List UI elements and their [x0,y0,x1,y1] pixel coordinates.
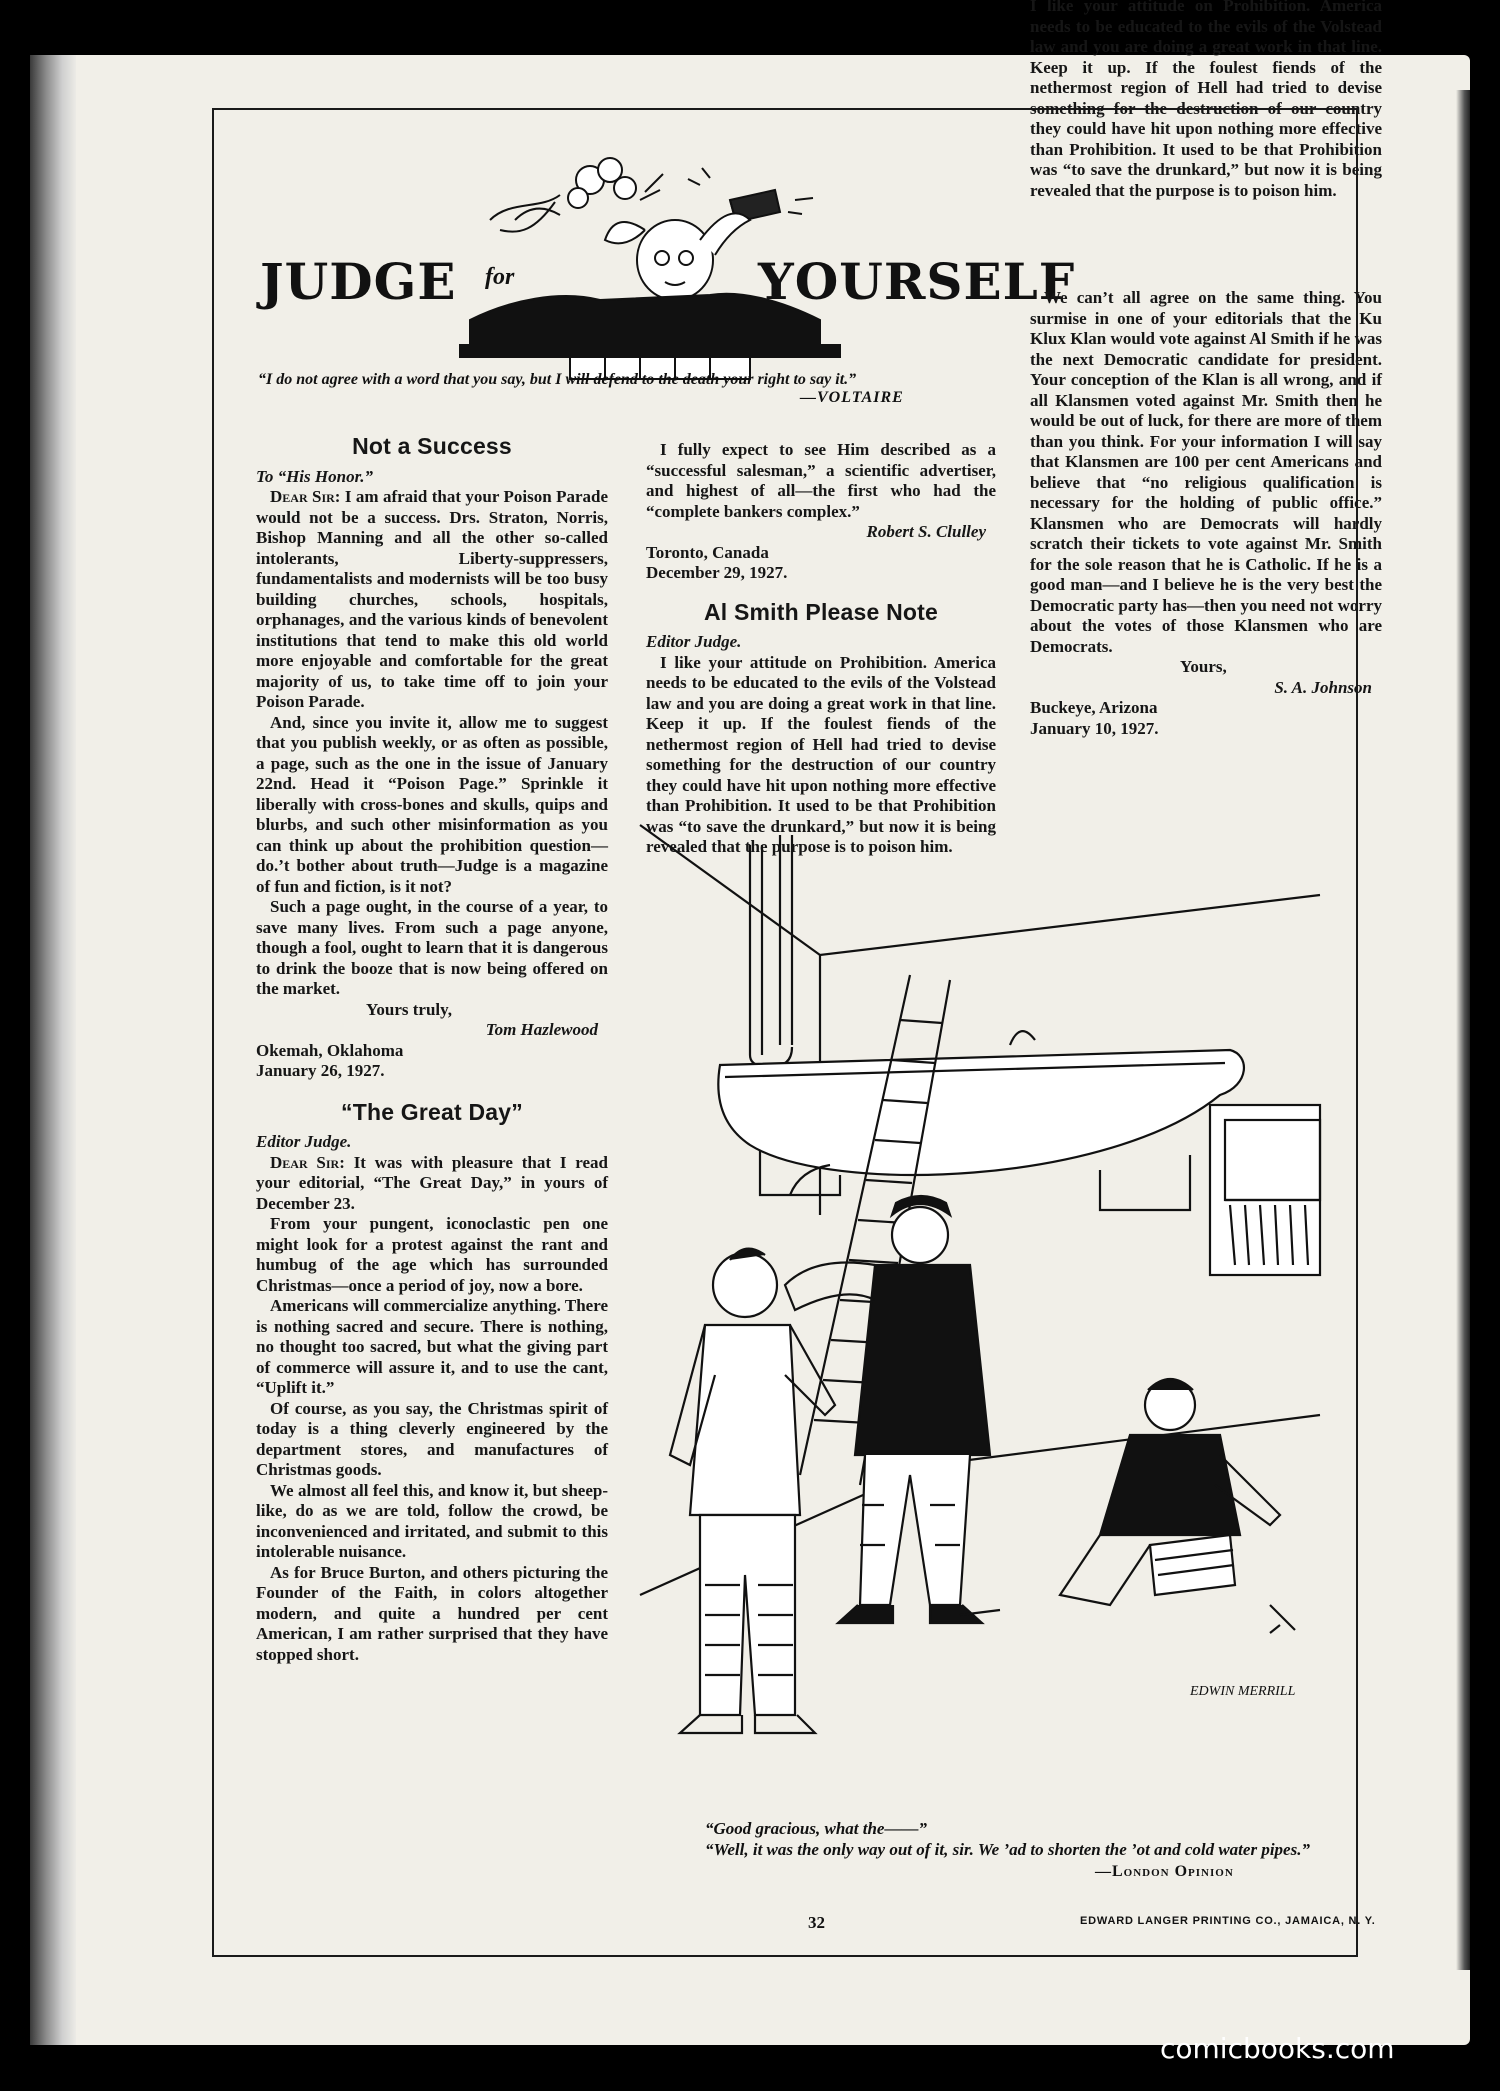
continued-text-window [1030,0,1382,288]
letter-closing: Yours truly, [366,999,452,1019]
letter-paragraph: Such a page ought, in the course of a year, to save many lives. From such a page anyone, though a fool, ought to learn that it is dangerous to drink the booze that is now being offered on the market. [256,897,608,998]
epigraph-quote: “I do not agree with a word that you say, but I will defend to the death your right to say it.” [258,371,857,388]
letter-signature: Robert S. Clulley [866,522,986,541]
masthead-yourself: YOURSELF [758,252,1076,311]
printer-credit: EDWARD LANGER PRINTING CO., JAMAICA, N. Y. [1080,1915,1376,1927]
letter-addressee: Editor Judge. [646,632,742,651]
epigraph-attribution: —VOLTAIRE [800,389,904,406]
cartoon-caption [705,1818,1325,1860]
letter-paragraph: It was with pleasure that I read your editorial, “The Great Day,” in yours of December 23. [256,1152,608,1213]
salutation: Dear Sir: [270,487,341,506]
letter-date: December 29, 1927. [646,563,788,582]
letter-signature: S. A. Johnson [1274,677,1372,697]
column-middle [646,440,996,856]
page-number: 32 [808,1913,825,1932]
letter-place: Buckeye, Arizona [1030,698,1158,717]
letter-date: January 10, 1927. [1030,718,1159,738]
letter-heading: “The Great Day” [341,1098,523,1125]
letter-paragraph: Americans will commercialize anything. There is nothing sacred and secure. There is nothing, no thought too sacred, but what the giving part of commerce will assure it, and to use the cant, “Uplift it.” [256,1296,608,1397]
bathtub-cartoon-illustration [630,815,1330,1815]
letter-date: January 26, 1927. [256,1061,385,1080]
artist-signature: EDWIN MERRILL [1190,1684,1296,1699]
site-watermark: comicbooks.com [1160,2032,1395,2065]
letter-place: Okemah, Oklahoma [256,1040,404,1060]
caption-line: “Well, it was the only way out of it, sir. We ’ad to shorten the ’ot and cold water pipes.” [705,1840,1310,1859]
letter-place: Toronto, Canada [646,542,769,562]
letter-heading: Not a Success [352,433,512,459]
letter-paragraph: We can’t all agree on the same thing. You surmise in one of your editorials that the Ku Klux Klan would vote against Al Smith if he was the next Democratic candidate for president. Your conception of the Klan is all wrong, and if all Klansmen voted against Mr. Smith then he would be out of luck, for there are more of them than you think. For your information I will say that Klansmen are 100 per cent Americans and believe that “no religious qualification is necessary for the holding of public office.” Klansmen who are Democrats will hardly scratch their tickets to vote against Mr. Smith for the sole reason that he is Catholic. If he is a good man—and I believe he is the very best the Democratic party has—then you need not worry about the votes of those Klansmen who are Democrats. [1030,288,1382,656]
masthead-for: for [485,264,515,290]
letter-closing: Yours, [1180,657,1227,676]
caption-line: “Good gracious, what the——” [705,1819,927,1838]
letter-addressee: To “His Honor.” [256,466,373,486]
letter-paragraph-continued: I like your attitude on Prohibition. America needs to be educated to the evils of the Volstead law and you are doing a great work in that line. Keep it up. If the foulest fiends of the nethermost region of Hell had tried to devise something for the destruction of our country they could have hit upon nothing more effective than Prohibition. It used to be that Prohibition was “to save the drunkard,” but now it is being revealed that the purpose is to poison him. [1030,0,1382,200]
masthead-judge: JUDGE [260,252,457,311]
letter-paragraph: I fully expect to see Him described as a “successful salesman,” a scientific advertiser, and highest of all—the first who had the “complete bankers complex.” [646,440,996,521]
letter-heading: Al Smith Please Note [703,598,939,625]
masthead [260,140,1076,380]
page-edge [1456,90,1470,1970]
letter-paragraph: As for Bruce Burton, and others picturing the Founder of the Faith, in colors altogether modern, and quite a hundred per cent American, I am rather surprised that they have stopped short. [256,1562,608,1664]
column-right [1030,0,1382,739]
caption-attribution: —London Opinion [1095,1863,1234,1880]
letter-paragraph: I like your attitude on Prohibition. America needs to be educated to the evils of the Volstead law and you are doing a great work in that line. Keep it up. If the foulest fiends of the nethermost region of Hell had tried to devise something for the destruction of our country they could have hit upon nothing more effective than Prohibition. It used to be that Prohibition was “to save the drunkard,” but now it is being revealed that the purpose is to poison him. [646,652,996,856]
letter-paragraph: From your pungent, iconoclastic pen one might look for a protest against the rant and humbug of the age which has surrounded Christmas—once a period of joy, now a bore. [256,1214,608,1295]
letter-paragraph: I am afraid that your Poison Parade would not be a success. Drs. Straton, Norris, Bishop Manning and all the other so-called intolerants, Liberty-suppressers, fundamentalists and modernists will be too busy building churches, schools, hospitals, orphanages, and the various kinds of benevolent institutions that tend to make this old world more enjoyable and comfortable for the great majority of us, to take time off to join your Poison Parade. [256,487,608,711]
letter-paragraph: And, since you invite it, allow me to suggest that you publish weekly, or as often as possible, a page, such as the one in the issue of January 22nd. Head it “Poison Page.” Sprinkle it liberally with cross-bones and skulls, quips and blurbs, and such other misinformation as you can think up about the prohibition question—do.’t bother about truth—Judge is a magazine of fun and fiction, is it not? [256,712,608,896]
letter-addressee: Editor Judge. [256,1132,352,1151]
salutation: Dear Sir: [270,1152,345,1172]
binding-spine [30,55,76,2045]
column-left [256,428,608,1665]
letter-signature: Tom Hazlewood [485,1020,598,1039]
letter-paragraph: We almost all feel this, and know it, but sheep-like, do as we are told, follow the crowd, be inconvenienced and irritated, and submit to this intolerable nuisance. [256,1480,608,1561]
letter-paragraph: Of course, as you say, the Christmas spirit of today is a thing cleverly engineered by the department stores, and manufactures of Christmas goods. [256,1398,608,1479]
